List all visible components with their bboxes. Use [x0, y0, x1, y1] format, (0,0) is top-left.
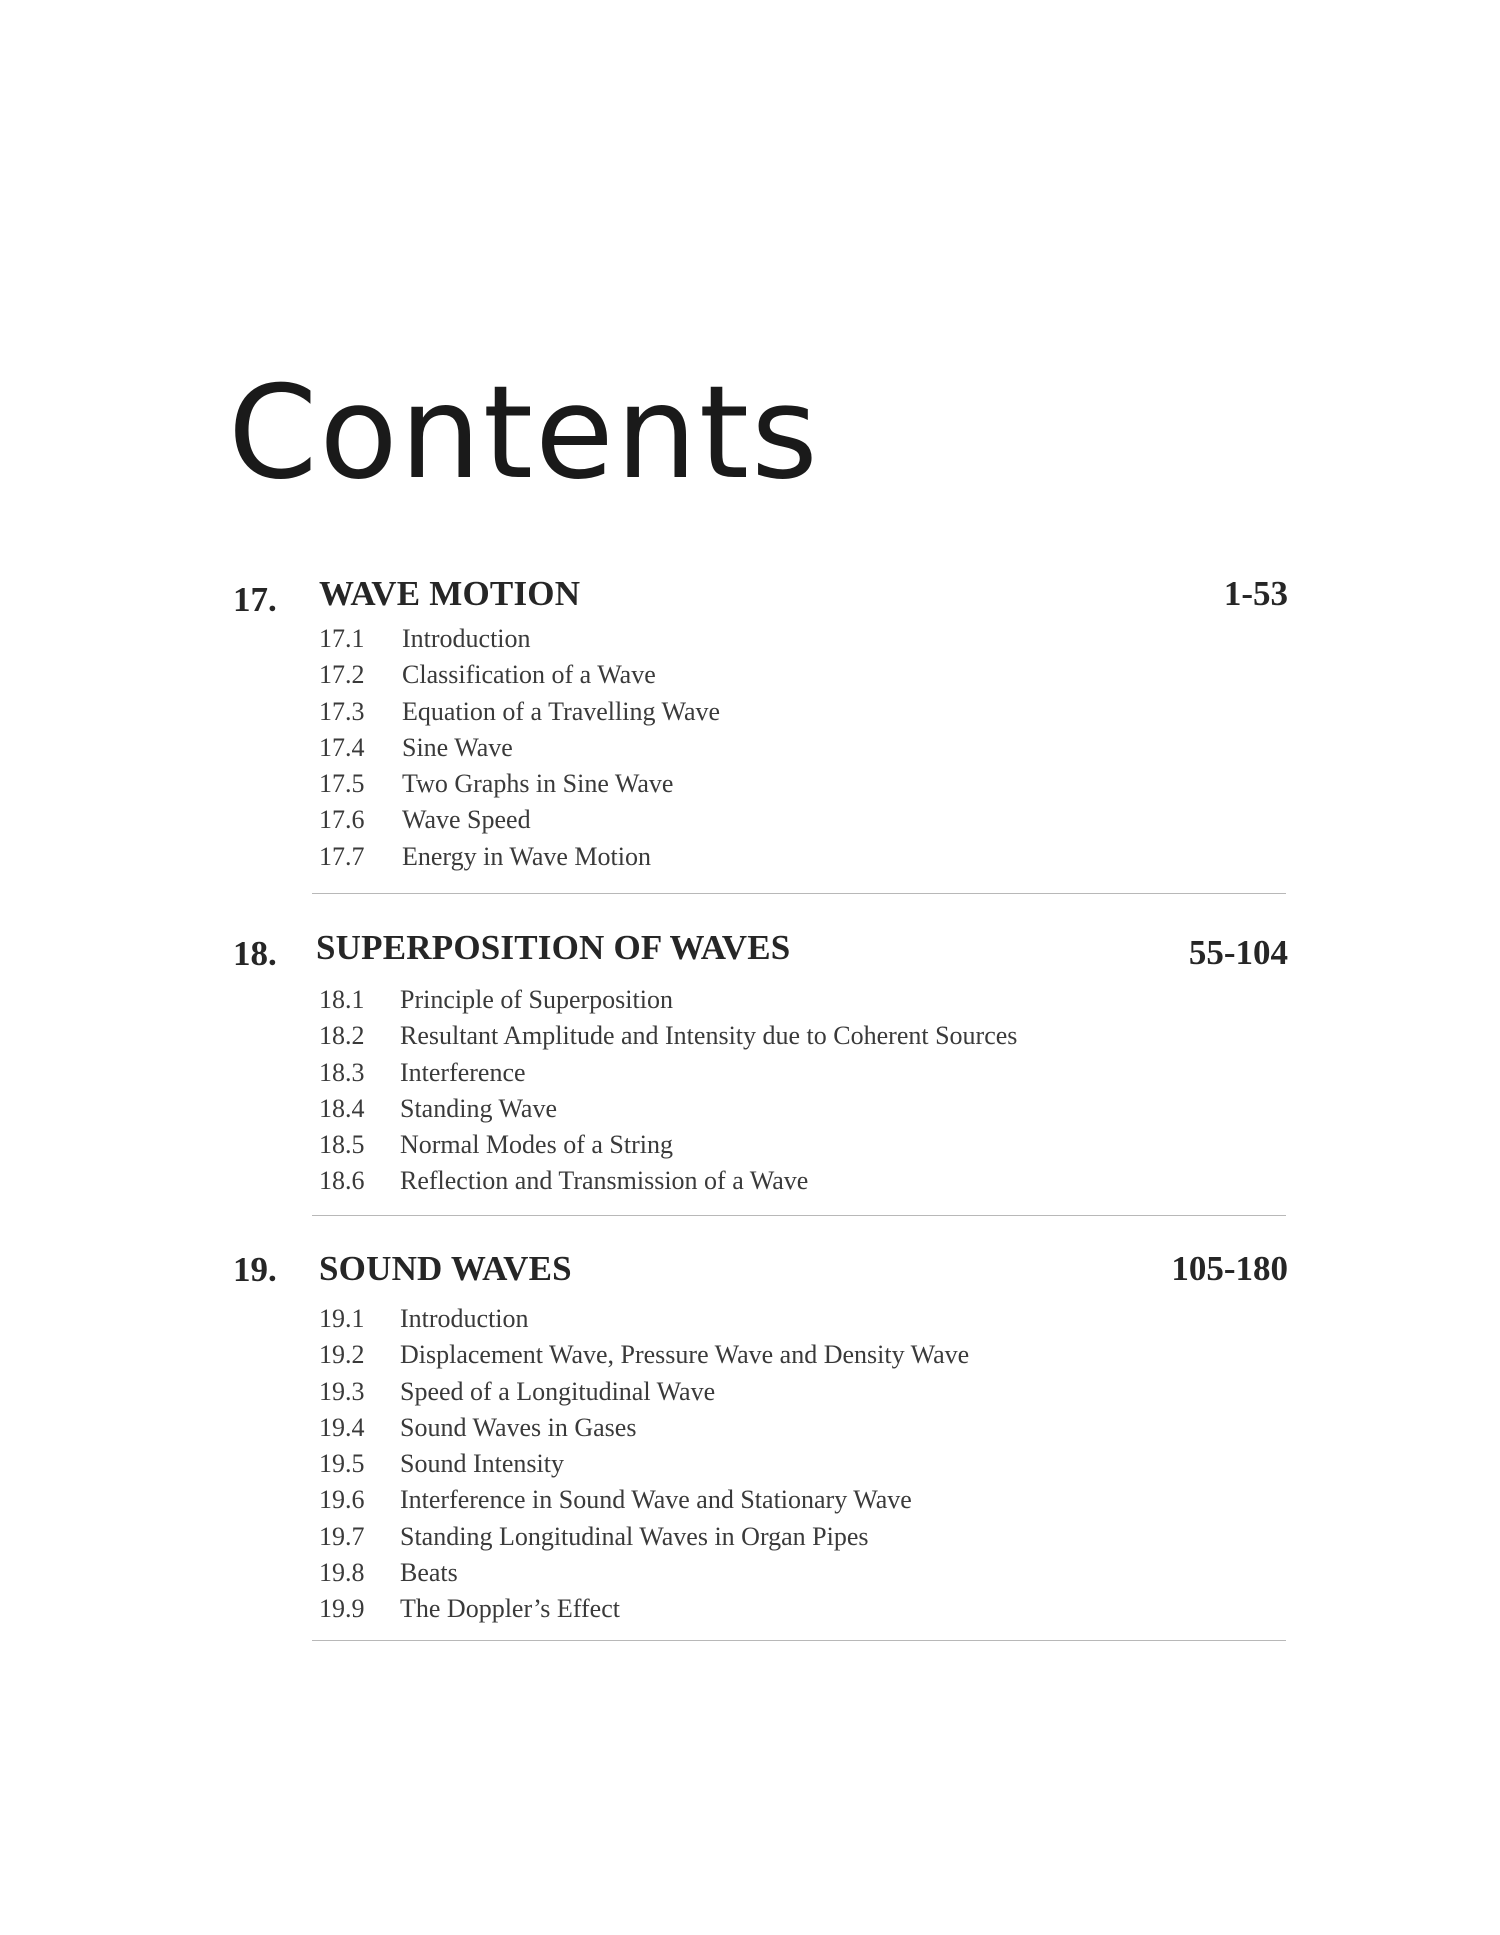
section-item[interactable] — [0, 982, 1500, 1018]
section-list — [0, 1301, 1500, 1628]
section-number: 17.5 — [319, 769, 365, 799]
section-title: Wave Speed — [402, 805, 531, 835]
chapter-divider — [312, 893, 1286, 894]
section-title: Energy in Wave Motion — [402, 841, 651, 871]
section-title: Interference — [400, 1057, 526, 1087]
chapter-heading[interactable] — [0, 574, 1500, 624]
chapter-page-range: 55-104 — [1188, 933, 1288, 972]
chapter-page-range: 105-180 — [1171, 1249, 1288, 1288]
chapter-heading[interactable] — [0, 928, 1500, 978]
section-title: Beats — [400, 1558, 458, 1588]
section-number: 17.1 — [319, 624, 365, 653]
section-item[interactable] — [0, 1591, 1500, 1627]
chapter-divider — [312, 1640, 1286, 1641]
section-number: 19.6 — [319, 1485, 365, 1515]
section-item[interactable] — [0, 1163, 1500, 1199]
section-item[interactable] — [0, 1301, 1500, 1337]
section-title: Equation of a Travelling Wave — [402, 696, 721, 726]
section-title: Classification of a Wave — [402, 660, 656, 690]
chapter-title: SOUND WAVES — [319, 1249, 572, 1288]
chapter-divider — [312, 1215, 1286, 1216]
chapter-title: SUPERPOSITION OF WAVES — [316, 928, 791, 967]
section-item[interactable] — [0, 1446, 1500, 1482]
section-number: 19.1 — [319, 1304, 365, 1333]
section-title: Resultant Amplitude and Intensity due to Coherent Sources — [400, 1021, 1018, 1051]
section-title: Normal Modes of a String — [400, 1130, 673, 1160]
section-number: 18.2 — [319, 1021, 365, 1051]
section-title: Sound Intensity — [400, 1449, 564, 1479]
section-title: Standing Longitudinal Waves in Organ Pipes — [400, 1521, 869, 1551]
section-number: 18.5 — [319, 1130, 365, 1160]
chapter-heading[interactable] — [0, 1245, 1500, 1295]
section-list — [0, 982, 1500, 1200]
section-title: Introduction — [402, 624, 531, 653]
section-title: Displacement Wave, Pressure Wave and Density Wave — [400, 1340, 970, 1370]
chapter-number: 18. — [233, 934, 277, 973]
section-title: Two Graphs in Sine Wave — [402, 769, 674, 799]
chapter-page-range: 1-53 — [1223, 574, 1288, 613]
section-item[interactable] — [0, 621, 1500, 657]
section-item[interactable] — [0, 1374, 1500, 1410]
section-number: 19.5 — [319, 1449, 365, 1479]
section-title: Reflection and Transmission of a Wave — [400, 1166, 809, 1196]
section-item[interactable] — [0, 1091, 1500, 1127]
section-number: 19.3 — [319, 1376, 365, 1406]
section-number: 19.8 — [319, 1558, 365, 1588]
section-item[interactable] — [0, 839, 1500, 875]
chapter-number: 19. — [233, 1250, 277, 1289]
section-title: Sound Waves in Gases — [400, 1412, 637, 1442]
section-number: 17.2 — [319, 660, 365, 690]
section-item[interactable] — [0, 1337, 1500, 1373]
section-title: Principle of Superposition — [400, 985, 673, 1014]
section-number: 17.4 — [319, 732, 365, 762]
section-item[interactable] — [0, 1482, 1500, 1518]
section-title: Speed of a Longitudinal Wave — [400, 1376, 716, 1406]
chapter-title: WAVE MOTION — [319, 574, 581, 613]
section-item[interactable] — [0, 694, 1500, 730]
section-number: 18.1 — [319, 985, 365, 1014]
section-item[interactable] — [0, 1018, 1500, 1054]
section-number: 17.6 — [319, 805, 365, 835]
section-number: 18.4 — [319, 1093, 365, 1123]
section-item[interactable] — [0, 766, 1500, 802]
section-number: 18.6 — [319, 1166, 365, 1196]
section-number: 18.3 — [319, 1057, 365, 1087]
section-number: 19.9 — [319, 1594, 365, 1624]
page-title: Contents — [228, 359, 820, 508]
section-item[interactable] — [0, 1519, 1500, 1555]
chapter-number: 17. — [233, 580, 277, 619]
section-number: 19.4 — [319, 1412, 365, 1442]
section-number: 19.2 — [319, 1340, 365, 1370]
section-item[interactable] — [0, 1410, 1500, 1446]
section-number: 19.7 — [319, 1521, 365, 1551]
section-list — [0, 621, 1500, 875]
section-title: Sine Wave — [402, 732, 513, 762]
section-title: Introduction — [400, 1304, 529, 1333]
section-number: 17.3 — [319, 696, 365, 726]
section-item[interactable] — [0, 730, 1500, 766]
section-item[interactable] — [0, 802, 1500, 838]
section-title: The Doppler’s Effect — [400, 1594, 620, 1624]
section-item[interactable] — [0, 1055, 1500, 1091]
section-title: Interference in Sound Wave and Stationary Wave — [400, 1485, 912, 1515]
section-item[interactable] — [0, 657, 1500, 693]
section-number: 17.7 — [319, 841, 365, 871]
section-item[interactable] — [0, 1555, 1500, 1591]
section-title: Standing Wave — [400, 1093, 558, 1123]
section-item[interactable] — [0, 1127, 1500, 1163]
